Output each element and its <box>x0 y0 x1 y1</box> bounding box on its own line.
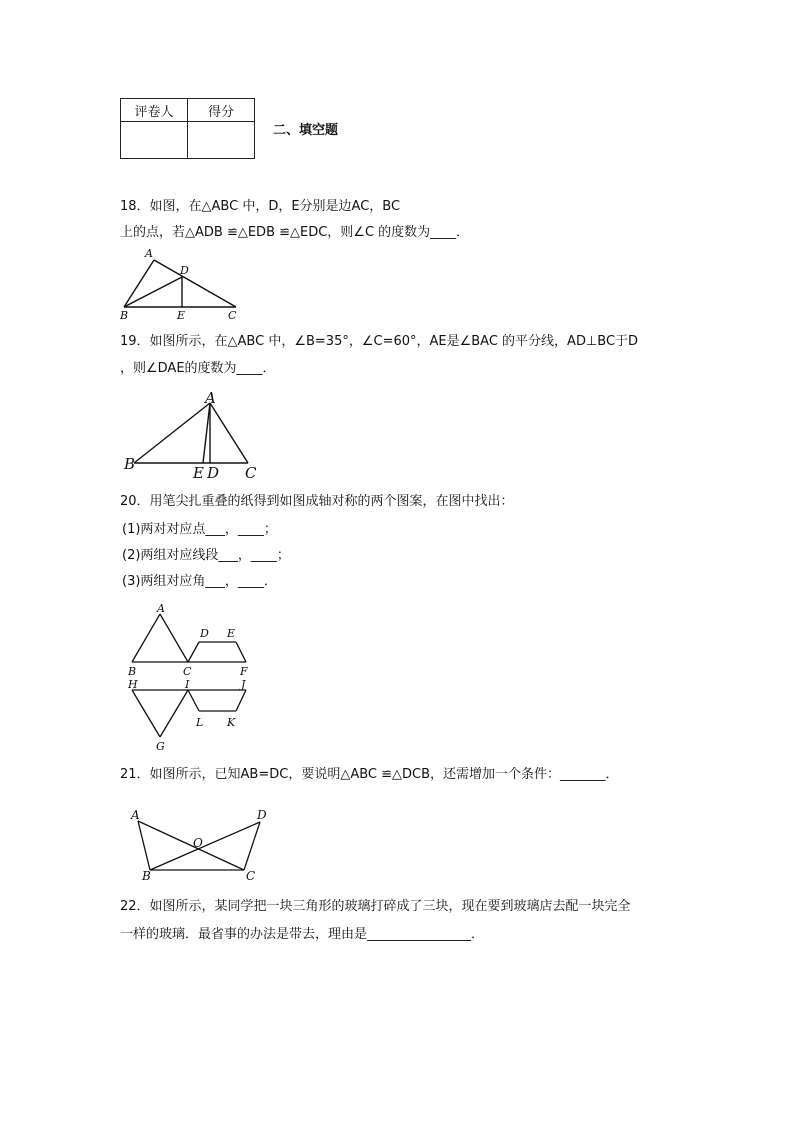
q21-label-a: A <box>131 808 140 822</box>
q18-label-a: A <box>145 247 153 260</box>
q20-label-d: D <box>200 627 209 640</box>
q19-label-c: C <box>245 464 257 482</box>
q20-label-c: C <box>183 665 192 678</box>
q21-label-c: C <box>246 869 256 883</box>
grader-header: 评卷人 <box>121 99 188 122</box>
q20-label-f: F <box>240 665 248 678</box>
q18-label-d: D <box>180 264 189 277</box>
q20-label-l: L <box>196 716 204 729</box>
q20-label-i: I <box>185 678 190 691</box>
q19-label-e: E <box>193 464 204 482</box>
q22-text-line1: 22．如图所示，某同学把一块三角形的玻璃打碎成了三块，现在要到玻璃店去配一块完全 <box>120 899 631 914</box>
q20-label-k: K <box>227 716 236 729</box>
q21-text-line1: 21．如图所示，已知AB=DC，要说明△ABC ≌△DCB，还需增加一个条件：_______． <box>120 767 619 782</box>
q18-label-b: B <box>120 309 129 322</box>
q19-text-line2: ，则∠DAE的度数为____． <box>120 361 276 376</box>
q19-label-b: B <box>124 455 136 473</box>
q21-label-b: B <box>142 869 151 883</box>
q20-label-h: H <box>128 678 138 691</box>
q21-label-d: D <box>257 808 267 822</box>
q20-text-line2: (1)两对对应点___，____； <box>122 522 277 537</box>
score-header: 得分 <box>188 99 255 122</box>
q22-text-line2: 一样的玻璃．最省事的办法是带去，理由是________________． <box>120 927 485 942</box>
q20-text-line3: (2)两组对应线段___，____； <box>122 548 290 563</box>
q20-text-line4: (3)两组对应角___，____． <box>122 574 277 589</box>
q20-text-line1: 20．用笔尖扎重叠的纸得到如图成轴对称的两个图案，在图中找出： <box>120 494 514 509</box>
q18-text-line1: 18．如图，在△ABC 中，D，E分别是边AC，BC <box>120 199 401 214</box>
q20-label-g: G <box>156 740 165 753</box>
q19-label-a: A <box>205 389 216 407</box>
q20-label-j: J <box>241 678 246 691</box>
q18-label-e: E <box>177 309 186 322</box>
q21-label-o: O <box>193 836 203 850</box>
q19-text-line1: 19．如图所示，在△ABC 中，∠B=35°，∠C=60°，AE是∠BAC 的平分线，AD⊥BC于D <box>120 334 639 349</box>
q20-label-e: E <box>227 627 236 640</box>
q20-label-a: A <box>157 602 165 615</box>
section-title: 二、填空题 <box>273 123 339 138</box>
q20-label-b: B <box>128 665 137 678</box>
q18-label-c: C <box>228 309 237 322</box>
q19-label-d: D <box>207 464 220 482</box>
q18-text-line2: 上的点，若△ADB ≌△EDB ≌△EDC，则∠C 的度数为____． <box>120 225 470 240</box>
